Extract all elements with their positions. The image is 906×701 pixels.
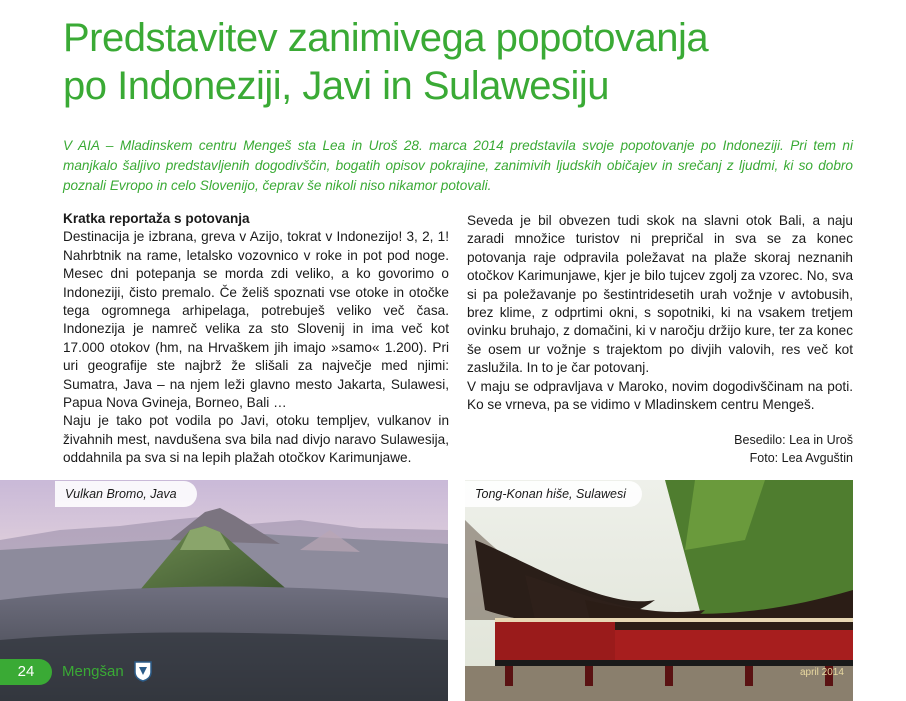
- credit-text: Besedilo: Lea in Uroš: [734, 433, 853, 447]
- left-paragraph-2: Naju je tako pot vodila po Javi, otoku templjev, vulkanov in živahnih mest, navdušena sva bila nad divjo naravo Sulawesija, oddahnila pa sva si na lepih plažah otočkov Karimunjawe.: [63, 413, 449, 466]
- magazine-name: Mengšan: [62, 663, 124, 680]
- title-line-1: Predstavitev zanimivega popotovanja: [63, 16, 709, 60]
- left-paragraph-1: Destinacija je izbrana, greva v Azijo, tokrat v Indonezijo! 3, 2, 1! Nahrbtnik na rame, letalsko vozovnico v roke in pot pod noge. Mesec dni potepanja se morda zdi veliko, a ko govorimo o Indoneziji, čisto premalo. Če želiš spoznati vse otoke in otočke tega ogromnega arhipelaga, potrebuješ veliko več časa. Indonezija je namreč velika za sto Slovenij in ima več kot 17.000 otokov (hm, na Hrvaškem jih imajo »samo« 1.200). Pri uri geografije ste najbrž že slišali za največje med njimi: Sumatra, Java – na njem leži glavno mesto Jakarta, Sulawesi, Papua Nova Gvineja, Borneo, Bali …: [63, 229, 449, 411]
- right-paragraph-2: V maju se odpravljava v Maroko, novim dogodivščinam na poti. Ko se vrneva, pa se vidimo v Mladinskem centru Mengeš.: [467, 378, 853, 413]
- tongkonan-photo: [465, 480, 853, 701]
- credit-photo: Foto: Lea Avguštin: [749, 451, 853, 465]
- volcano-caption: Vulkan Bromo, Java: [55, 481, 197, 507]
- article-lead: V AIA – Mladinskem centru Mengeš sta Lea in Uroš 28. marca 2014 predstavila svoje popotovanje po Indoneziji. Pri tem ni manjkalo šaljivo predstavljenih dogodivščin, bogatih opisov pokrajine, zanimivih ljudskih običajev in srečanj z ljudmi, ki so dobro poznali Evropo in celo Slovenijo, čeprav še nikoli niso nikamor potovali.: [63, 138, 853, 193]
- left-column: [63, 210, 449, 468]
- issue-date: april 2014: [800, 667, 844, 678]
- tongkonan-caption: Tong-Konan hiše, Sulawesi: [465, 481, 642, 507]
- right-column: [467, 212, 853, 414]
- crest-icon: [134, 661, 152, 682]
- tongkonan-illustration: [465, 480, 853, 701]
- title-line-2: po Indoneziji, Javi in Sulawesiju: [63, 64, 610, 108]
- article-title: [63, 14, 883, 110]
- right-paragraph-1: Seveda je bil obvezen tudi skok na slavni otok Bali, a naju zaradi množice turistov ni prepričal in sva se za konec potovanja raje odpravila poležavat na plaže skoraj neznanih otočkov Karimunjawe, kjer je bilo tujcev zgolj za vzorec. No, sva si pa poležavanje po šestintridesetih urah vožnje v avtobusih, brez klime, z odprtimi okni, s sopotniki, ki na vsakem tretjem ovinku bruhajo, z domačini, ki v naročju držijo kure, ter za konec še osem ur vožnje s trajektom po divjih valovih, res več kot zaslužila. In to je čar potovanj.: [467, 213, 853, 376]
- page-number: 24: [0, 659, 52, 685]
- article-subhead: Kratka reportaža s potovanja: [63, 211, 250, 226]
